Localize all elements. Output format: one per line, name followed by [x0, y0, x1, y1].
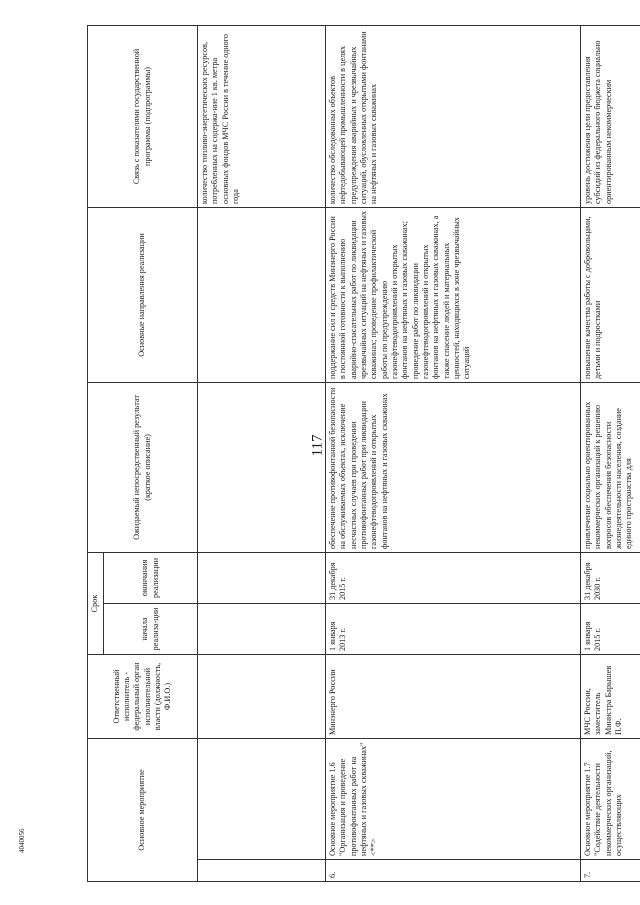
row-number	[198, 860, 326, 882]
header-directions: Основные направления реализации	[88, 207, 198, 382]
row-end: 31 декабря 2030 г.	[581, 552, 640, 603]
table-row	[198, 25, 326, 881]
row-start: 1 января 2015 г.	[581, 604, 640, 655]
header-end: окончания реализации	[104, 552, 198, 603]
measures-table	[87, 25, 640, 882]
table-row	[581, 25, 640, 881]
row-number: 6.	[326, 860, 581, 882]
row-end	[198, 552, 326, 603]
table-row	[326, 25, 581, 881]
row-directions: повышение качества работы с добровольцами, детьми и подростками	[581, 207, 640, 382]
document-stamp: 4040056	[18, 828, 26, 853]
header-link: Связь с показателями государственной программы (подпрограммы)	[88, 25, 198, 207]
header-term: Срок	[88, 552, 104, 654]
page-number: 117	[309, 434, 326, 457]
row-executor	[198, 655, 326, 739]
row-start	[198, 604, 326, 655]
row-end: 31 декабря 2015 г.	[326, 552, 581, 603]
row-executor: Минэнерго России	[326, 655, 581, 739]
header-start: начала реализа-ции	[104, 604, 198, 655]
row-directions	[198, 207, 326, 382]
row-executor: МЧС России, заместитель Министра Барышев П.Ф.	[581, 655, 640, 739]
row-link: уровень достижения цели предоставления субсидий из федерального бюджета социально ориентированным некоммерческим	[581, 25, 640, 207]
row-result	[198, 382, 326, 552]
row-number: 7.	[581, 860, 640, 882]
row-measure: Основное мероприятие 1.6 "Организация и проведение противофонтанных работ на нефтяных и газовых скважинах" <**>	[326, 739, 581, 860]
row-link: количество обследованных объектов нефтедобывающей промышленности в целях предупреждения аварийных и чрезвычайных ситуаций, обусловленных открытыми фонтанами на нефтяных и газовых скважинах	[326, 25, 581, 207]
row-directions: поддержание сил и средств Минэнерго России в постоянной готовности к выполнению аварийно-спасательных работ по ликвидации чрезвычайных ситуаций на нефтяных и газовых скважинах; проведение профилактической работы по предупреждению газонефтеводопроявлений и открытых фонтанов на нефтяных и газовых скважинах; проведение работ по ликвидации газонефтеводопроявлений и открытых фонтанов на нефтяных и газовых скважинах, а также спасение людей и материальных ценностей, находящихся в зоне чрезвычайных ситуаций	[326, 207, 581, 382]
row-link: количество топливо-энергетических ресурсов, потребленных на содержа-ние 1 кв. метра основных фондов МЧС России в течение одного года	[198, 25, 326, 207]
row-start: 1 января 2013 г.	[326, 604, 581, 655]
header-measure: Основное мероприятие	[88, 739, 198, 882]
rotated-table-container	[87, 26, 640, 882]
row-result: обеспечение противофонтанной безопасности на обслуживаемых объектах, исключение несчастных случаев при проведении противофонтанных работ при ликвидации газонефтеводопроявлений и открытых фонтанов на нефтяных и газовых скважинах	[326, 382, 581, 552]
header-executor: Ответственный исполнитель - федеральный орган исполнительной власти (должность, Ф.И.О.)	[88, 655, 198, 739]
row-result: привлечение социально ориентированных некоммерческих организаций к решению вопросов обеспечения безопасности жизнедеятельности населения, создание единого пространства для	[581, 382, 640, 552]
row-measure	[198, 739, 326, 860]
header-result: Ожидаемый непосредственный результат (краткое описание)	[88, 382, 198, 552]
row-measure: Основное мероприятие 1.7 "Содействие деятельности некоммерческих организаций, осуществляющих	[581, 739, 640, 860]
